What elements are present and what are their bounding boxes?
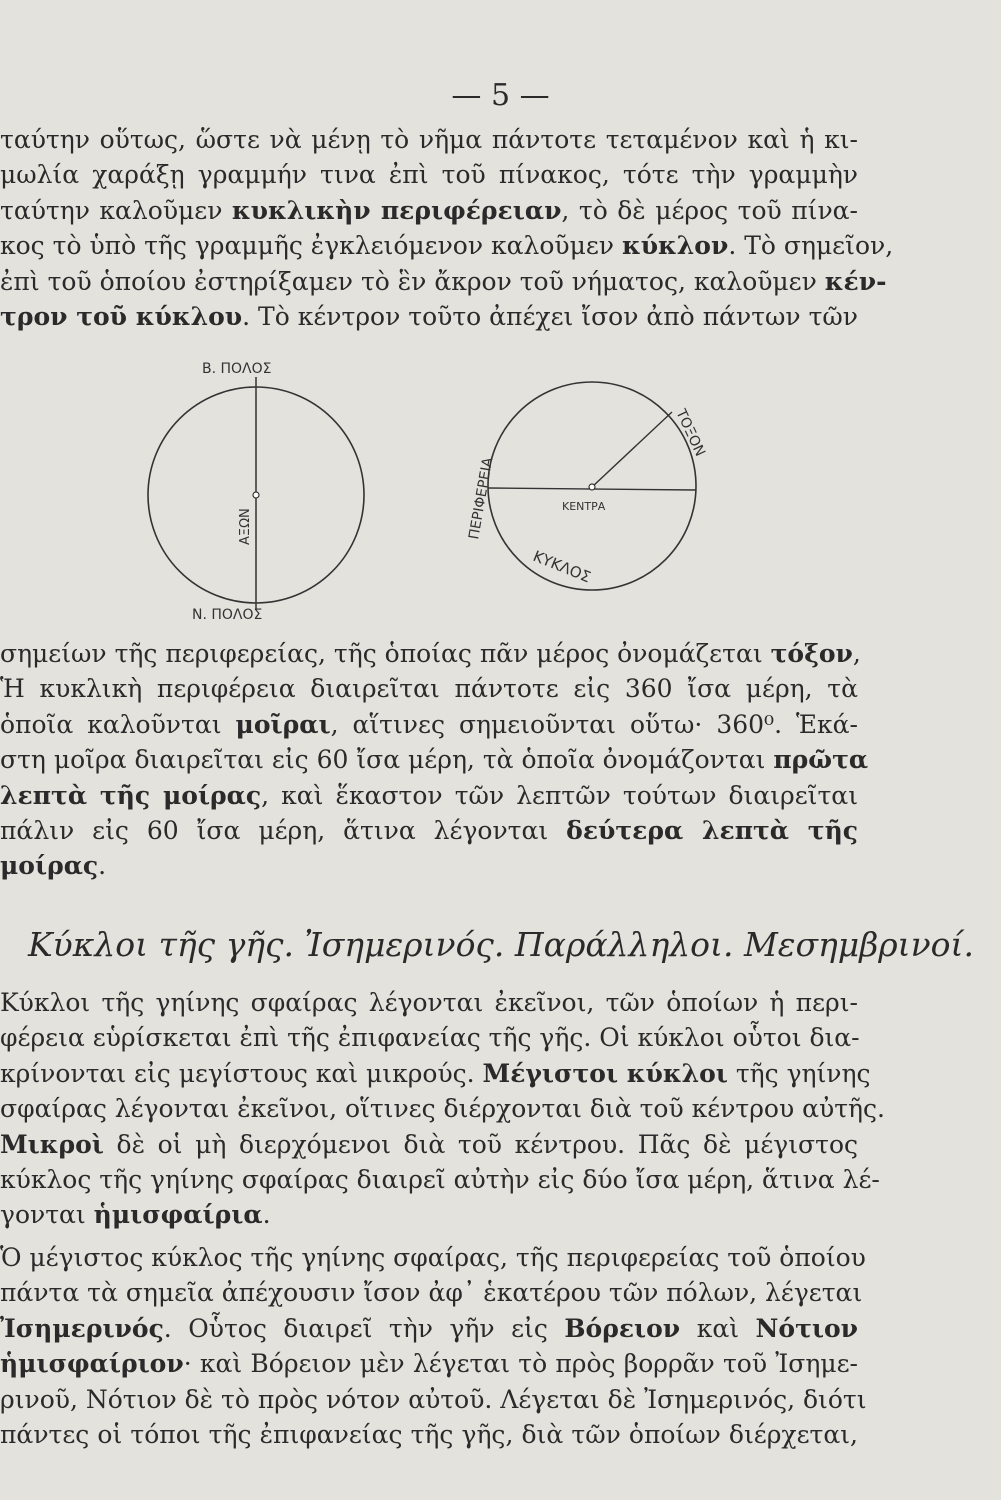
text-run: . Τὸ κέντρον τοῦτο ἀπέχει ἴσον ἀπὸ πάντων τῶν [242, 301, 858, 331]
circle-label: ΚΥΚΛΟΣ [530, 547, 594, 587]
text-line [0, 1346, 858, 1381]
text-run: ρινοῦ, Νότιον δὲ τὸ πρὸς νότον αὐτοῦ. Λέγεται δὲ Ἰσημερινός, διότι [0, 1384, 867, 1414]
paragraph-equator [0, 1240, 867, 1452]
text-run: πάντες οἱ τόποι τῆς ἐπιφανείας τῆς γῆς, διὰ τῶν ὁποίων διέρχεται, [0, 1419, 858, 1449]
text-line [0, 1275, 863, 1310]
text-run: δὲ οἱ μὴ διερχόμενοι διὰ τοῦ κέντρου. Πᾶς δὲ μέγιστος [103, 1129, 858, 1159]
bold-term: ἡμισφαίριον [0, 1349, 184, 1379]
text-line [0, 742, 869, 777]
text-run: , καὶ ἕκαστον τῶν λεπτῶν τούτων διαιρεῖται [261, 780, 858, 810]
north-pole-label: Β. ΠΟΛΟΣ [202, 361, 272, 377]
text-run: , [852, 639, 861, 668]
text-line [0, 707, 858, 742]
text-line [0, 193, 858, 228]
bold-term: λεπτὰ τῆς μοίρας [0, 780, 262, 810]
text-run: ταύτην καλοῦμεν [0, 195, 232, 225]
bold-term: Βόρειον [564, 1313, 681, 1343]
bold-term: Νότιον [755, 1313, 859, 1343]
text-run: καὶ [680, 1313, 756, 1343]
text-line [0, 228, 894, 263]
text-run: , αἵτινες σημειοῦνται οὕτω· 360⁰. Ἑκά- [330, 709, 858, 739]
center-dot [589, 484, 595, 490]
bold-term: κύκλον [621, 231, 729, 261]
text-run: Ἡ κυκλικὴ περιφέρεια διαιρεῖται πάντοτε εἰς 360 ἴσα μέρη, τὰ [0, 674, 858, 704]
text-run: στη μοῖρα διαιρεῖται εἰς 60 ἴσα μέρη, τὰ ὁποῖα ὀνομάζονται [0, 745, 774, 775]
arc-label: ΤΟΞΟΝ [672, 406, 708, 459]
text-run: μωλία χαράξῃ γραμμήν τινα ἐπὶ τοῦ πίνακος, τότε τὴν γραμμὴν [0, 160, 858, 190]
bold-term: πρῶτα [773, 745, 869, 775]
bold-term: Ἰσημερινός [0, 1313, 164, 1343]
center-label: ΚΕΝΤΡΑ [562, 500, 606, 513]
text-run: πάλιν εἰς 60 ἴσα μέρη, ἅτινα λέγονται [0, 815, 567, 845]
text-line [0, 1311, 858, 1346]
radius-diagonal [592, 412, 672, 487]
section-heading: Κύκλοι τῆς γῆς. Ἰσημερινός. Παράλληλοι. Μεσημβρινοί. [28, 925, 974, 964]
text-run: κύκλος τῆς γηίνης σφαίρας διαιρεῖ αὐτὴν εἰς δύο ἴσα μέρη, ἅτινα λέ- [0, 1164, 880, 1194]
text-run: φέρεια εὑρίσκεται ἐπὶ τῆς ἐπιφανείας τῆς γῆς. Οἱ κύκλοι οὗτοι δια- [0, 1023, 860, 1053]
text-line [0, 1382, 867, 1417]
bold-term: Μικροὶ [0, 1129, 104, 1159]
paragraph-circle-definition [0, 122, 894, 334]
paragraph-degrees [0, 636, 869, 884]
page-number: — 5 — [451, 78, 550, 113]
figure-circle-parts [440, 360, 740, 610]
south-pole-label: Ν. ΠΟΛΟΣ [192, 607, 263, 623]
bold-term: ἡμισφαίρια [93, 1200, 263, 1230]
circumference-label: ΠΕΡΙΦΕΡΕΙΑ [466, 456, 497, 541]
text-line [0, 1417, 858, 1452]
text-run: ταύτην οὕτως, ὥστε νὰ μένῃ τὸ νῆμα πάντοτε τεταμένον καὶ ἡ κι- [0, 125, 858, 154]
text-run: ὁποῖα καλοῦνται [0, 709, 236, 739]
text-run: πάντα τὰ σημεῖα ἀπέχουσιν ἴσον ἀφ᾽ ἑκατέρου τῶν πόλων, λέγεται [0, 1278, 863, 1308]
text-line [0, 264, 887, 299]
text-line [0, 1056, 871, 1091]
text-run: , τὸ δὲ μέρος τοῦ πίνα- [561, 195, 858, 225]
text-line [0, 1020, 858, 1055]
text-line [0, 1091, 885, 1126]
text-run: . [262, 1200, 271, 1230]
text-line [0, 1240, 866, 1275]
bold-term: μοῖραι [235, 709, 331, 739]
text-line [0, 1197, 858, 1232]
text-line [0, 299, 858, 334]
bold-term: κυκλικὴν περιφέρειαν [231, 195, 562, 225]
bold-term: τόξον [770, 639, 853, 668]
text-line [0, 1162, 880, 1197]
text-line [0, 848, 858, 883]
text-line [0, 778, 858, 813]
text-line [0, 122, 858, 157]
text-run: . Τὸ σημεῖον, [728, 231, 894, 261]
center-point [253, 492, 259, 498]
text-line [0, 813, 858, 848]
bold-term: μοίρας [0, 851, 99, 881]
bold-term: τρον τοῦ κύκλου [0, 301, 243, 331]
text-line [0, 985, 858, 1020]
text-line [0, 1127, 858, 1162]
bold-term: κέν- [824, 266, 887, 296]
text-run: Κύκλοι τῆς γηίνης σφαίρας λέγονται ἐκεῖνοι, τῶν ὁποίων ἡ περι- [0, 988, 858, 1017]
text-line [0, 671, 858, 706]
text-run: ἐπὶ τοῦ ὁποίου ἐστηρίξαμεν τὸ ἓν ἄκρον τοῦ νήματος, καλοῦμεν [0, 266, 825, 296]
text-run: Ὁ μέγιστος κύκλος τῆς γηίνης σφαίρας, τῆς περιφερείας τοῦ ὁποίου [0, 1243, 866, 1272]
bold-term: Μέγιστοι κύκλοι [482, 1058, 728, 1088]
text-line [0, 157, 858, 192]
bold-term: δεύτερα λεπτὰ τῆς [566, 815, 858, 845]
text-run: γονται [0, 1200, 94, 1230]
text-run: σημείων τῆς περιφερείας, τῆς ὁποίας πᾶν μέρος ὀνομάζεται [0, 639, 771, 668]
text-run: κος τὸ ὑπὸ τῆς γραμμῆς ἐγκλειόμενον καλοῦμεν [0, 231, 622, 261]
axis-label: ΑΞΩΝ [238, 508, 253, 545]
figure-earth-axis [136, 355, 381, 625]
text-run: κρίνονται εἰς μεγίστους καὶ μικρούς. [0, 1058, 483, 1088]
text-run: . Οὗτος διαιρεῖ τὴν γῆν εἰς [163, 1313, 565, 1343]
text-run: . [98, 851, 107, 881]
text-run: τῆς γηίνης [727, 1058, 871, 1088]
paragraph-earth-circles [0, 985, 885, 1233]
text-run: σφαίρας λέγονται ἐκεῖνοι, οἵτινες διέρχονται διὰ τοῦ κέντρου αὐτῆς. [0, 1094, 885, 1124]
text-run: · καὶ Βόρειον μὲν λέγεται τὸ πρὸς βορρᾶν τοῦ Ἰσημε- [183, 1349, 858, 1379]
text-line [0, 636, 861, 671]
